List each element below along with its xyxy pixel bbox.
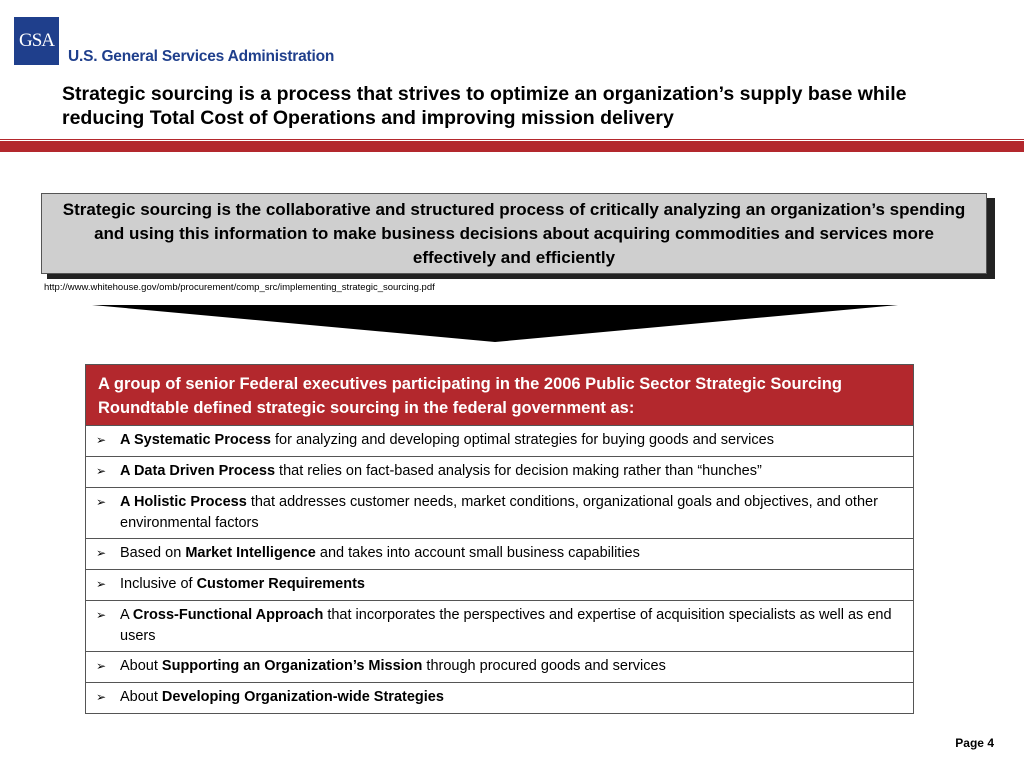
row-text-bold: Supporting an Organization’s Mission xyxy=(161,658,423,674)
row-text-bold: Customer Requirements xyxy=(196,576,365,592)
arrow-bullet-icon: ➢ xyxy=(96,495,107,509)
row-text-pre: A xyxy=(120,607,133,623)
row-text-post: that incorporates the perspectives and expertise of acquisition specialists as well as end users xyxy=(120,607,892,644)
definition-text: Strategic sourcing is the collaborative and structured process of critically analyzing an organization’s spending and using this information to make business decisions about acquiring commodities and services more effectively and efficiently xyxy=(62,199,966,267)
row-text-bold: Developing Organization-wide Strategies xyxy=(161,689,444,705)
row-text-post: through procured goods and services xyxy=(422,658,666,674)
gsa-logo xyxy=(14,17,59,65)
table-row xyxy=(86,682,913,713)
table-body xyxy=(86,425,913,713)
row-text-bold: Cross-Functional Approach xyxy=(132,607,324,623)
row-text-bold: A Holistic Process xyxy=(120,494,247,510)
arrow-bullet-icon: ➢ xyxy=(96,464,107,478)
row-text xyxy=(120,656,905,677)
definition-box xyxy=(41,193,987,274)
row-text-post: and takes into account small business capabilities xyxy=(315,545,640,561)
slide-title: Strategic sourcing is a process that strives to optimize an organization’s supply base while reducing Total Cost of Operations and improving mission delivery xyxy=(62,83,907,129)
row-text-pre: Inclusive of xyxy=(120,576,197,592)
row-text-post: that relies on fact-based analysis for decision making rather than “hunches” xyxy=(275,463,762,479)
table-row xyxy=(86,487,913,538)
arrow-bullet-icon: ➢ xyxy=(96,433,107,447)
source-link[interactable]: http://www.whitehouse.gov/omb/procurement/comp_src/implementing_strategic_sourcing.pdf xyxy=(44,282,435,293)
table-row xyxy=(86,651,913,682)
row-text-pre: Based on xyxy=(120,545,186,561)
row-text xyxy=(120,461,905,482)
table-row xyxy=(86,425,913,456)
table-row xyxy=(86,600,913,651)
row-text xyxy=(120,492,905,534)
definition-table xyxy=(85,364,914,714)
arrow-bullet-icon: ➢ xyxy=(96,659,107,673)
row-text xyxy=(120,543,905,564)
arrow-bullet-icon: ➢ xyxy=(96,577,107,591)
header-divider-thick xyxy=(0,141,1024,152)
row-text xyxy=(120,574,905,595)
row-text-post: that addresses customer needs, market conditions, organizational goals and objectives, and other environmental factors xyxy=(120,494,878,531)
row-text-bold: A Data Driven Process xyxy=(120,463,276,479)
table-row xyxy=(86,538,913,569)
logo-text: GSA xyxy=(18,30,54,51)
page-number: Page 4 xyxy=(955,736,994,750)
table-header: A group of senior Federal executives participating in the 2006 Public Sector Strategic Sourcing Roundtable defined strategic sourcing in the federal government as: xyxy=(86,365,913,425)
row-text xyxy=(120,605,905,647)
row-text-bold: A Systematic Process xyxy=(120,432,271,448)
row-text xyxy=(120,430,905,451)
row-text-pre: About xyxy=(120,689,162,705)
table-row xyxy=(86,569,913,600)
row-text-bold: Market Intelligence xyxy=(185,545,316,561)
table-row xyxy=(86,456,913,487)
row-text xyxy=(120,687,905,708)
agency-name: U.S. General Services Administration xyxy=(68,48,335,65)
row-text-post: for analyzing and developing optimal strategies for buying goods and services xyxy=(271,432,774,448)
arrow-bullet-icon: ➢ xyxy=(96,546,107,560)
header-divider-thin xyxy=(0,139,1024,140)
arrow-bullet-icon: ➢ xyxy=(96,690,107,704)
arrow-bullet-icon: ➢ xyxy=(96,608,107,622)
row-text-pre: About xyxy=(120,658,162,674)
funnel-arrow-icon xyxy=(92,305,898,343)
